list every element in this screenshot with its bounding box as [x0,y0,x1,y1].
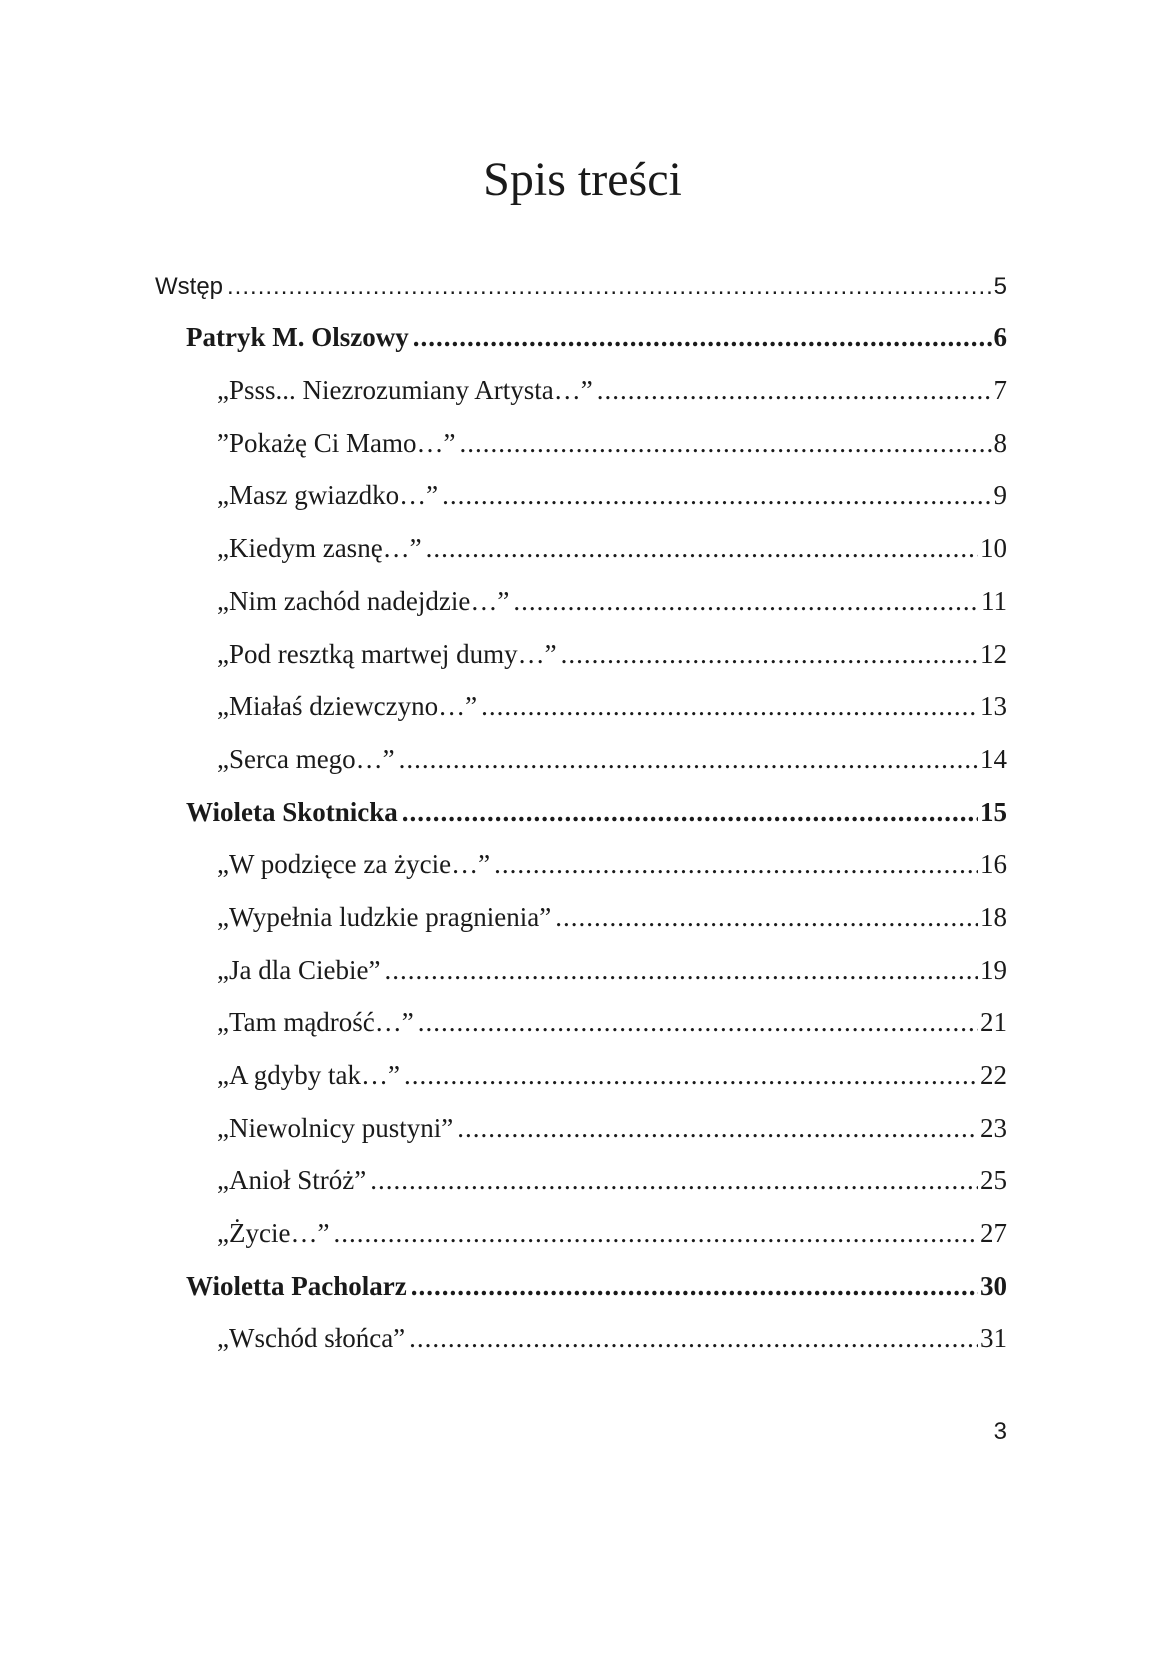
toc-dot-leader [399,744,978,775]
toc-entry-title: „Niewolnicy pustyni” [217,1112,454,1143]
table-of-contents [0,260,1165,1366]
toc-entry-line [217,1113,1007,1144]
toc-entry-line [217,480,1007,511]
toc-entry [0,840,1165,893]
toc-entry-title: „Nim zachód nadejdzie…” [217,585,510,616]
toc-entry-title: „Pod resztką martwej dumy…” [217,638,557,669]
toc-entry [0,629,1165,682]
toc-dot-leader [404,1060,978,1091]
toc-entry [0,1208,1165,1261]
toc-dot-leader [333,1218,978,1249]
toc-dot-leader [442,480,991,511]
toc-entry [0,1103,1165,1156]
toc-entry-title: „Masz gwiazdko…” [217,480,439,511]
toc-dot-leader [457,1113,978,1144]
toc-entry-page: 30 [980,1270,1007,1301]
toc-entry-page: 11 [981,585,1007,616]
toc-entry-title: „Życie…” [217,1218,330,1249]
toc-entry-title: Wstęp [155,272,224,300]
toc-entry-page: 22 [980,1060,1007,1090]
toc-entry [0,892,1165,945]
toc-entry-line [217,849,1007,880]
toc-entry-line [186,797,1007,828]
toc-entry-page: 31 [980,1323,1007,1354]
toc-dot-leader [561,639,978,670]
toc-entry-line [217,1218,1007,1249]
toc-entry-line [186,322,1007,353]
toc-entry-title: „Tam mądrość…” [217,1007,414,1038]
toc-entry-line [217,1165,1007,1196]
toc-entry-title: Patryk M. Olszowy [186,322,409,353]
toc-entry-line [217,586,1007,617]
page-number: 3 [993,1418,1007,1445]
toc-dot-leader [459,428,991,459]
toc-dot-leader [513,586,979,617]
toc-entry-page: 16 [980,849,1007,880]
toc-entry-line [217,1007,1007,1038]
toc-entry-page: 18 [980,901,1007,932]
toc-entry-line [217,955,1007,986]
toc-entry [0,734,1165,787]
toc-entry-page: 27 [980,1218,1007,1249]
toc-dot-leader [384,955,978,986]
toc-entry-page: 8 [993,427,1007,458]
toc-entry-page: 10 [980,533,1007,564]
toc-dot-leader [555,902,978,933]
toc-entry [0,313,1165,366]
toc-entry-page: 23 [980,1112,1007,1143]
toc-entry-title: ”Pokażę Ci Mamo…” [217,427,456,458]
toc-entry-line [155,273,1007,301]
toc-entry-line [186,1271,1007,1302]
toc-entry [0,1261,1165,1314]
toc-entry [0,1050,1165,1103]
toc-dot-leader [494,849,978,880]
toc-dot-leader [413,322,992,353]
toc-entry-title: „A gdyby tak…” [217,1060,400,1090]
toc-entry [0,1156,1165,1209]
toc-entry-line [217,375,1007,406]
toc-entry-title: Wioletta Pacholarz [186,1270,407,1301]
toc-entry-title: Wioleta Skotnicka [186,796,398,827]
toc-entry [0,576,1165,629]
toc-entry [0,945,1165,998]
toc-dot-leader [402,797,978,828]
toc-entry-title: „Ja dla Ciebie” [217,954,381,985]
toc-entry [0,365,1165,418]
toc-entry-line [217,428,1007,459]
toc-entry [0,682,1165,735]
toc-dot-leader [418,1007,978,1038]
toc-entry-line [217,744,1007,775]
toc-entry-page: 7 [993,375,1007,406]
toc-entry [0,523,1165,576]
toc-entry-title: „Anioł Stróż” [217,1165,367,1196]
toc-entry-line [217,691,1007,722]
toc-entry-title: „Kiedym zasnę…” [217,533,422,564]
toc-entry-page: 15 [980,796,1007,827]
toc-entry [0,260,1165,313]
toc-entry-page: 13 [980,691,1007,722]
toc-dot-leader [597,375,992,406]
toc-entry-title: „Miałaś dziewczyno…” [217,691,478,722]
toc-entry-line [217,639,1007,670]
toc-entry [0,998,1165,1051]
toc-entry-line [217,1323,1007,1354]
toc-entry-page: 19 [980,954,1007,985]
toc-entry-page: 5 [993,272,1007,300]
toc-dot-leader [481,691,978,722]
toc-entry-line [217,1060,1007,1091]
toc-entry-page: 21 [980,1007,1007,1038]
toc-entry-line [217,902,1007,933]
toc-dot-leader [227,273,992,301]
toc-entry-line [217,533,1007,564]
toc-entry [0,418,1165,471]
toc-entry [0,787,1165,840]
toc-dot-leader [409,1323,978,1354]
toc-entry-title: „W podzięce za życie…” [217,849,491,880]
toc-entry-title: „Psss... Niezrozumiany Artysta…” [217,375,593,406]
toc-entry [0,471,1165,524]
toc-entry-page: 9 [993,480,1007,511]
toc-entry [0,1314,1165,1367]
toc-entry-page: 6 [993,322,1007,353]
toc-dot-leader [411,1271,978,1302]
toc-entry-page: 12 [980,638,1007,669]
toc-entry-title: „Wypełnia ludzkie pragnienia” [217,901,552,932]
page-title: Spis treści [483,153,682,206]
toc-entry-page: 25 [980,1165,1007,1196]
toc-dot-leader [426,533,978,564]
toc-entry-title: „Wschód słońca” [217,1323,406,1354]
toc-entry-title: „Serca mego…” [217,743,395,774]
toc-dot-leader [370,1165,978,1196]
toc-entry-page: 14 [980,743,1007,774]
